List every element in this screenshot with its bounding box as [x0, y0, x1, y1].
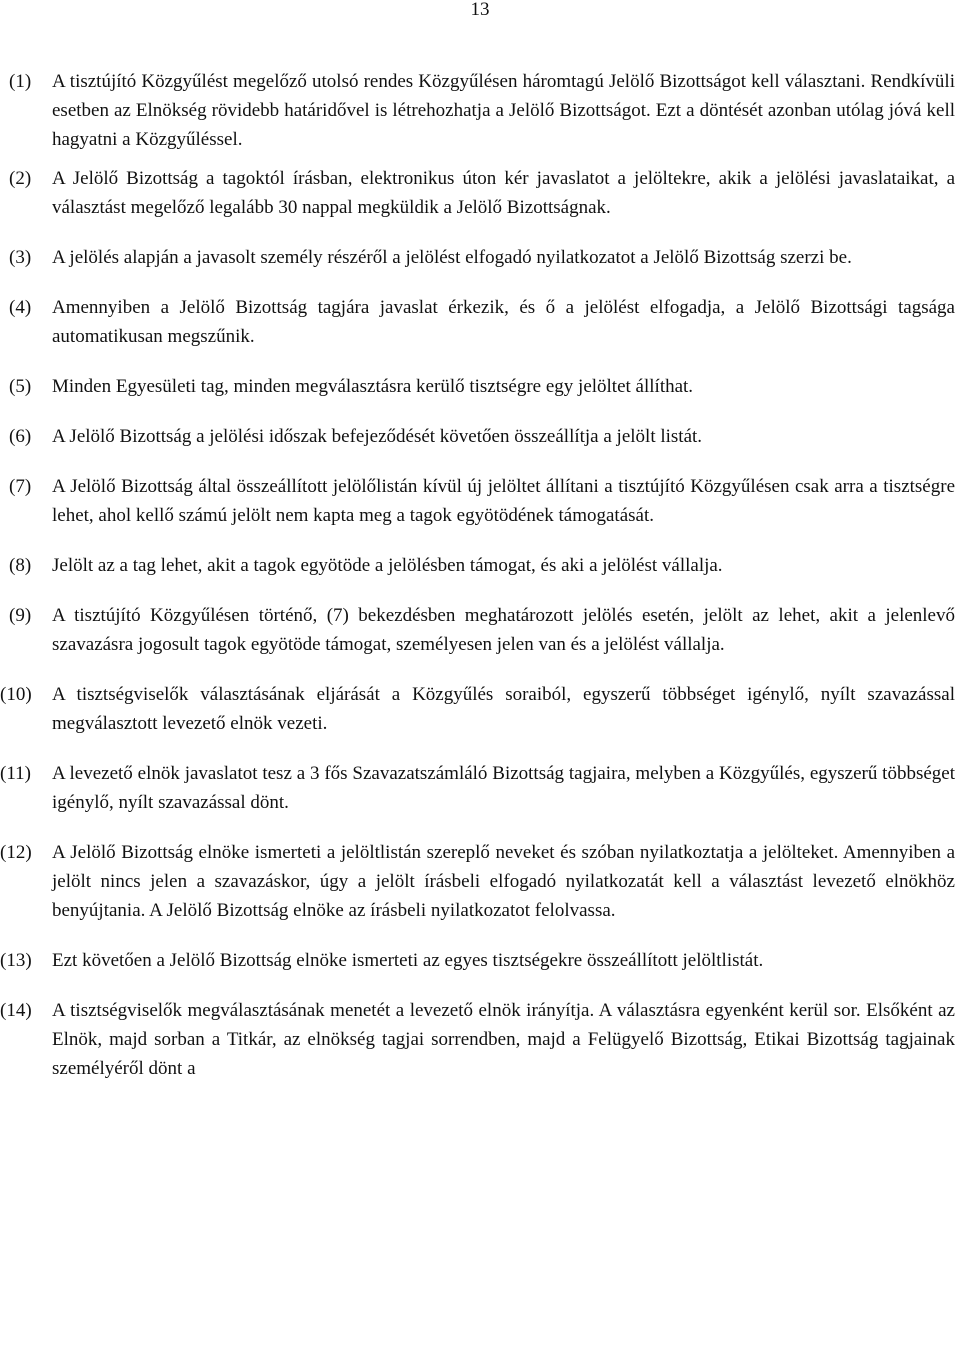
paragraph-number: (8)	[9, 555, 32, 576]
paragraph-number: (7)	[9, 476, 32, 497]
paragraph-text: A Jelölő Bizottság által összeállított jelölőlistán kívül új jelöltet állítani a tisztújító Közgyűlésen csak arra a tisztségre lehet, ahol kellő számú jelölt nem kapta meg a tagok egyötödének támogatását.	[52, 476, 955, 526]
paragraph-number: (1)	[9, 71, 32, 92]
paragraph-3	[9, 243, 955, 272]
paragraph-text: Jelölt az a tag lehet, akit a tagok egyötöde a jelölésben támogat, és aki a jelölést vállalja.	[52, 555, 723, 576]
paragraph-13	[0, 946, 955, 975]
paragraph-1	[9, 67, 955, 154]
paragraph-11	[0, 759, 955, 817]
paragraph-number: (3)	[9, 247, 32, 268]
page-number: 13	[470, 0, 490, 20]
paragraph-text: A Jelölő Bizottság elnöke ismerteti a jelöltlistán szereplő neveket és szóban nyilatkoztatja a jelölteket. Amennyiben a jelölt nincs jelen a szavazáskor, úgy a jelölt írásbeli elfogadó nyilatkozatát kell a választást levezető elnökhöz benyújtania. A Jelölő Bizottság elnöke az írásbeli nyilatkozatot felolvassa.	[52, 842, 955, 921]
paragraph-5	[9, 372, 955, 401]
paragraph-number: (11)	[0, 763, 31, 784]
paragraph-text: A tisztújító Közgyűlésen történő, (7) bekezdésben meghatározott jelölés esetén, jelölt az lehet, akit a jelenlevő szavazásra jogosult tagok egyötöde támogat, személyesen jelen van és a jelölést vállalja.	[52, 605, 955, 655]
paragraph-number: (14)	[0, 1000, 32, 1021]
paragraph-number: (9)	[9, 605, 32, 626]
paragraph-number: (4)	[9, 297, 32, 318]
paragraph-number: (10)	[0, 684, 32, 705]
paragraph-number: (13)	[0, 950, 32, 971]
paragraph-text: A jelölés alapján a javasolt személy részéről a jelölést elfogadó nyilatkozatot a Jelölő Bizottság szerzi be.	[52, 247, 852, 268]
paragraph-4	[9, 293, 955, 351]
paragraph-text: A Jelölő Bizottság a tagoktól írásban, elektronikus úton kér javaslatot a jelöltekre, akik a jelölési javaslataikat, a választást megelőző legalább 30 nappal megküldik a Jelölő Bizottságnak.	[52, 168, 955, 218]
paragraph-text: A Jelölő Bizottság a jelölési időszak befejeződését követően összeállítja a jelölt listát.	[52, 426, 703, 447]
paragraph-6	[9, 422, 955, 451]
paragraph-text: A tisztségviselők megválasztásának menetét a levezető elnök irányítja. A választásra egyenként kerül sor. Elsőként az Elnök, majd sorban a Titkár, az elnökség tagjai sorrendben, majd a Felügyelő Bizottság, Etikai Bizottság tagjainak személyéről dönt a	[52, 1000, 955, 1079]
paragraph-text: Ezt követően a Jelölő Bizottság elnöke ismerteti az egyes tisztségekre összeállított jelöltlistát.	[52, 950, 764, 971]
paragraph-text: A levezető elnök javaslatot tesz a 3 fős Szavazatszámláló Bizottság tagjaira, melyben a Közgyűlés, egyszerű többséget igénylő, nyílt szavazással dönt.	[52, 763, 955, 813]
paragraph-14	[0, 996, 955, 1083]
paragraph-text: A tisztségviselők választásának eljárását a Közgyűlés soraiból, egyszerű többséget igénylő, nyílt szavazással megválasztott levezető elnök vezeti.	[52, 684, 955, 734]
paragraph-text: Amennyiben a Jelölő Bizottság tagjára javaslat érkezik, és ő a jelölést elfogadja, a Jelölő Bizottsági tagsága automatikusan megszűnik.	[52, 297, 955, 347]
paragraph-2	[9, 164, 955, 222]
paragraph-8	[9, 551, 955, 580]
paragraph-number: (6)	[9, 426, 32, 447]
paragraph-9	[9, 601, 955, 659]
paragraph-number: (5)	[9, 376, 32, 397]
paragraph-text: A tisztújító Közgyűlést megelőző utolsó rendes Közgyűlésen háromtagú Jelölő Bizottságot kell választani. Rendkívüli esetben az Elnökség rövidebb határidővel is létrehozhatja a Jelölő Bizottságot. Ezt a döntését azonban utólag jóvá kell hagyatni a Közgyűléssel.	[52, 71, 955, 150]
document-body	[0, 67, 955, 1083]
paragraph-10	[0, 680, 955, 738]
paragraph-number: (12)	[0, 842, 32, 863]
paragraph-text: Minden Egyesületi tag, minden megválasztásra kerülő tisztségre egy jelöltet állíthat.	[52, 376, 694, 397]
paragraph-7	[9, 472, 955, 530]
paragraph-12	[0, 838, 955, 925]
paragraph-number: (2)	[9, 168, 32, 189]
